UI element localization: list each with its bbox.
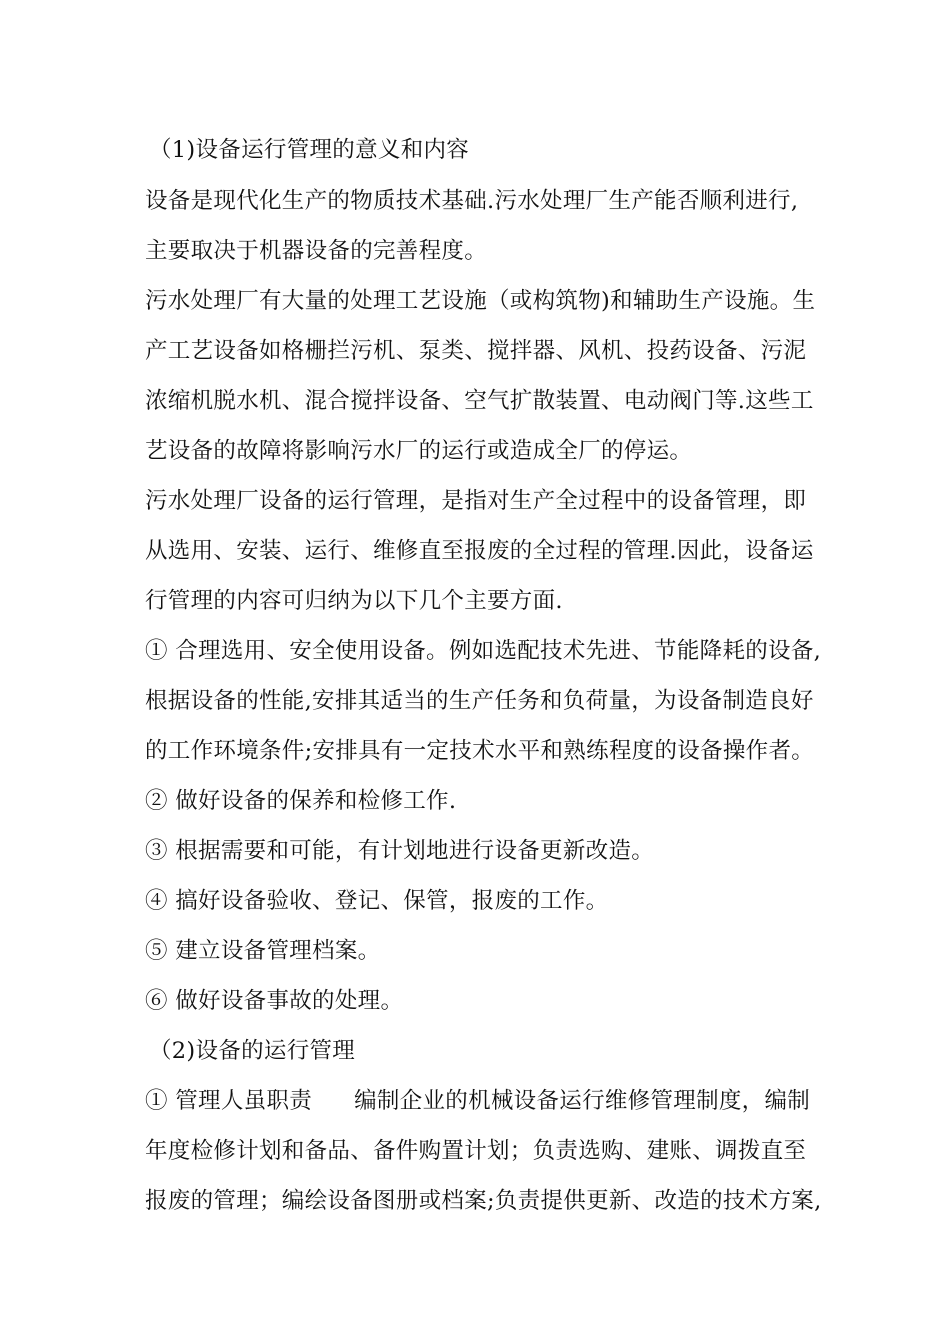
paragraph-1-line-1: 设备是现代化生产的物质技术基础.污水处理厂生产能否顺利进行, (145, 188, 799, 214)
list-item-1-line-1: ① 合理选用、安全使用设备。例如选配技术先进、节能降耗的设备, (145, 638, 822, 664)
section-2-heading: （2)设备的运行管理 (149, 1038, 356, 1064)
list-item-3: ③ 根据需要和可能，有计划地进行设备更新改造。 (145, 838, 655, 864)
section-2-item-1-line-2: 年度检修计划和备品、备件购置计划；负责选购、建账、调拨直至 (145, 1138, 807, 1164)
paragraph-2-line-2: 产工艺设备如格栅拦污机、泵类、搅拌器、风机、投药设备、污泥 (145, 338, 807, 364)
paragraph-3-line-2: 从选用、安装、运行、维修直至报废的全过程的管理.因此，设备运 (145, 538, 814, 564)
section-2-item-1-line-1 (145, 1076, 825, 1126)
paragraph-3-line-1: 污水处理厂设备的运行管理，是指对生产全过程中的设备管理，即 (145, 488, 807, 514)
paragraph-2-line-1: 污水处理厂有大量的处理工艺设施（或构筑物)和辅助生产设施。生 (145, 288, 816, 314)
list-item-4: ④ 搞好设备验收、登记、保管，报废的工作。 (145, 888, 609, 914)
list-item-6: ⑥ 做好设备事故的处理。 (145, 988, 404, 1014)
paragraph-2-line-4: 艺设备的故障将影响污水厂的运行或造成全厂的停运。 (145, 438, 693, 464)
paragraph-3-line-3: 行管理的内容可归纳为以下几个主要方面. (145, 588, 563, 614)
list-item-2: ② 做好设备的保养和检修工作. (145, 788, 457, 814)
paragraph-1-line-2: 主要取决于机器设备的完善程度。 (145, 238, 488, 264)
section-1-heading: （1)设备运行管理的意义和内容 (149, 137, 470, 163)
section-2-item-1-label: ① 管理人虽职责 (145, 1088, 313, 1114)
section-2-item-1-line-3: 报废的管理；编绘设备图册或档案;负责提供更新、改造的技术方案, (145, 1188, 822, 1214)
list-item-1-line-2: 根据设备的性能,安排其适当的生产任务和负荷量，为设备制造良好 (145, 688, 814, 714)
section-2-item-1-text: 编制企业的机械设备运行维修管理制度，编制 (354, 1088, 811, 1114)
list-item-1-line-3: 的工作环境条件;安排具有一定技术水平和熟练程度的设备操作者。 (145, 738, 815, 764)
paragraph-2-line-3: 浓缩机脱水机、混合搅拌设备、空气扩散装置、电动阀门等.这些工 (145, 388, 814, 414)
list-item-5: ⑤ 建立设备管理档案。 (145, 938, 381, 964)
